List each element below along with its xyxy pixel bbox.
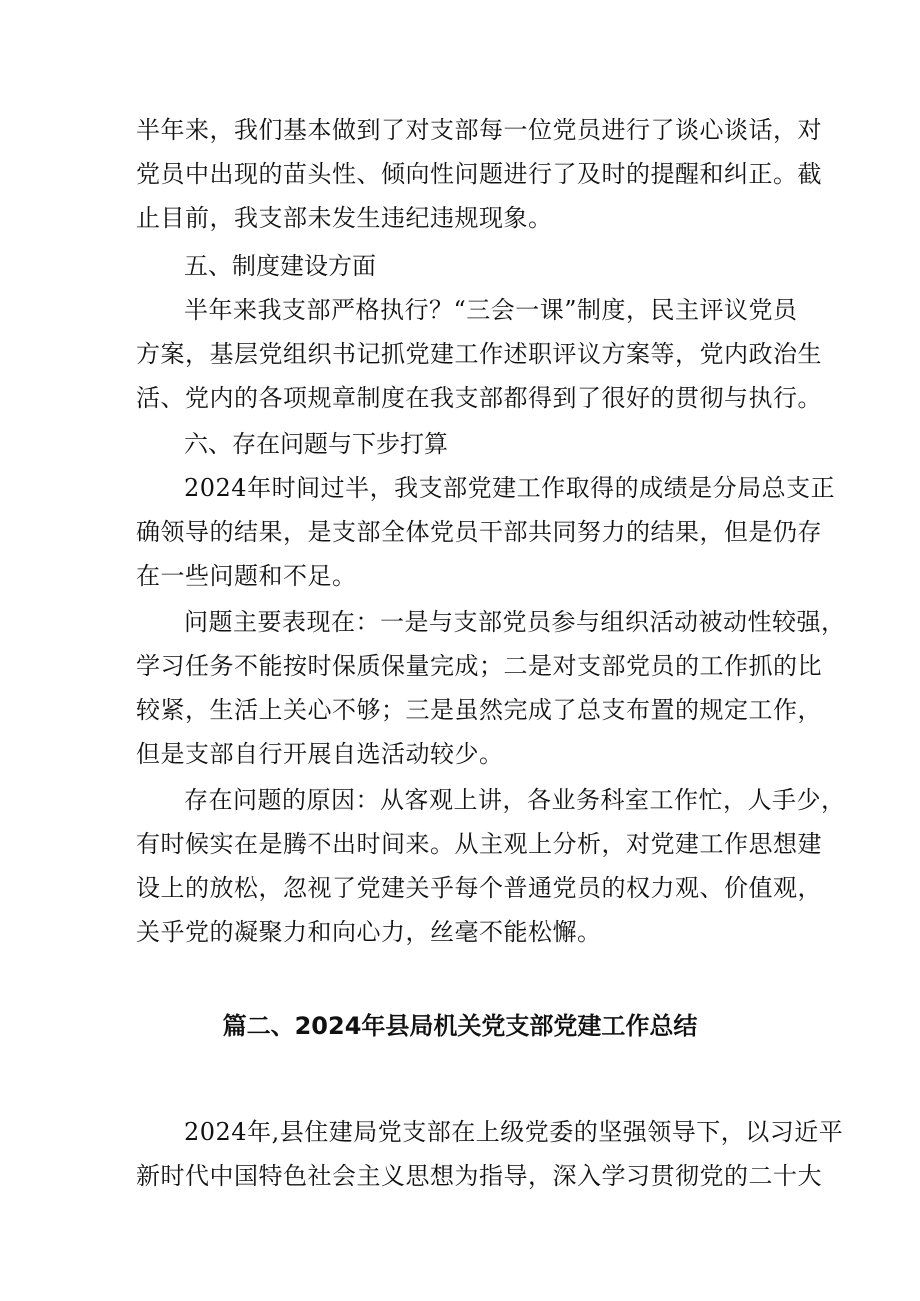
paragraph-line: 方案，基层党组织书记抓党建工作述职评议方案等，党内政治生: [136, 340, 822, 368]
paragraph-line: 在一些问题和不足。: [136, 562, 357, 590]
paragraph-line: 2024年时间过半，我支部党建工作取得的成绩是分局总支正: [184, 474, 836, 502]
paragraph-line: 问题主要表现在：一是与支部党员参与组织活动被动性较强，: [184, 608, 846, 636]
paragraph-line: 较紧，生活上关心不够；三是虽然完成了总支布置的规定工作，: [136, 696, 822, 724]
paragraph-line: 党员中出现的苗头性、倾向性问题进行了及时的提醒和纠正。截: [136, 160, 822, 188]
paragraph-line: 关乎党的凝聚力和向心力，丝毫不能松懈。: [136, 918, 602, 946]
paragraph-line: 有时候实在是腾不出时间来。从主观上分析，对党建工作思想建: [136, 830, 822, 858]
paragraph-line: 但是支部自行开展自选活动较少。: [136, 740, 504, 768]
section-heading-6: 六、存在问题与下步打算: [184, 430, 448, 458]
paragraph-line: 半年来，我们基本做到了对支部每一位党员进行了谈心谈话，对: [136, 116, 822, 144]
paragraph-line: 确领导的结果，是支部全体党员干部共同努力的结果，但是仍存: [136, 518, 822, 546]
section-heading-5: 五、制度建设方面: [184, 252, 376, 280]
paragraph-line: 新时代中国特色社会主义思想为指导，深入学习贯彻党的二十大: [136, 1162, 822, 1190]
paragraph-line: 半年来我支部严格执行？“三会一课”制度，民主评议党员: [184, 296, 798, 324]
paragraph-line: 设上的放松，忽视了党建关乎每个普通党员的权力观、价值观，: [136, 874, 822, 902]
paragraph-line: 活、党内的各项规章制度在我支部都得到了很好的贯彻与执行。: [136, 384, 822, 412]
paragraph-line: 2024年,县住建局党支部在上级党委的坚强领导下，以习近平: [184, 1118, 844, 1146]
paragraph-line: 学习任务不能按时保质保量完成；二是对支部党员的工作抓的比: [136, 652, 822, 680]
paragraph-line: 存在问题的原因：从客观上讲，各业务科室工作忙，人手少，: [184, 786, 846, 814]
paragraph-line: 止目前，我支部未发生违纪违规现象。: [136, 204, 553, 232]
section-title: 篇二、2024年县局机关党支部党建工作总结: [222, 1012, 698, 1040]
